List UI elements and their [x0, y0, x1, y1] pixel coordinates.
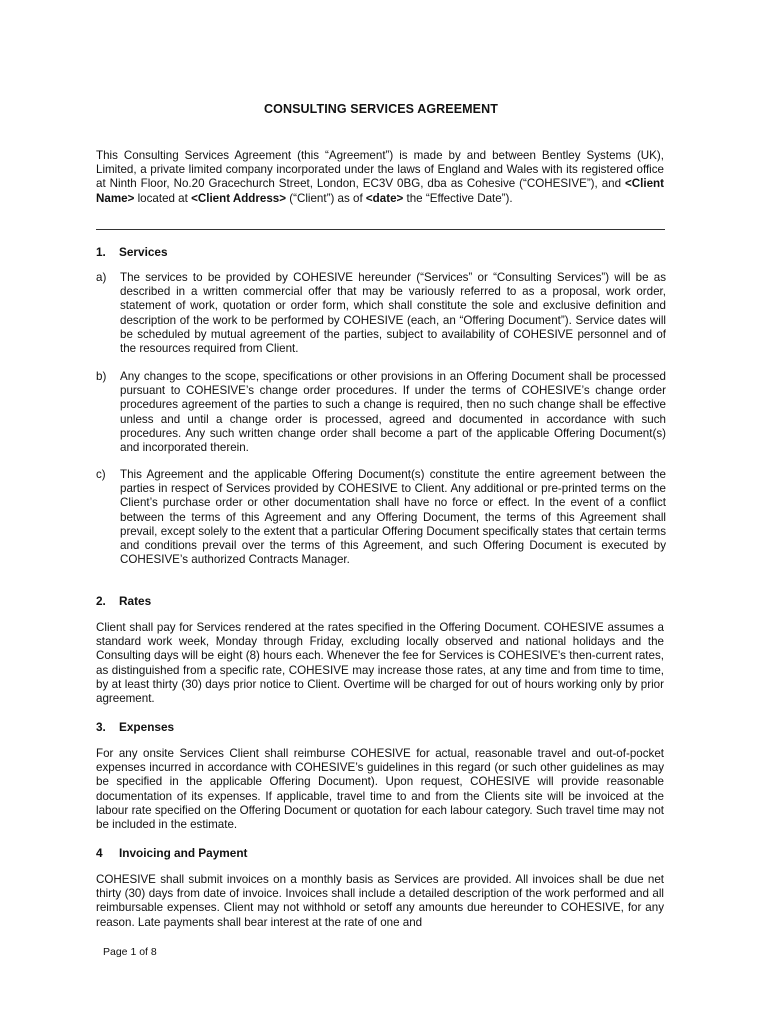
section-number: 3. [96, 720, 106, 734]
clause-item [96, 370, 666, 455]
intro-paragraph [96, 149, 664, 206]
clause-label: c) [96, 468, 106, 481]
section-number: 1. [96, 245, 106, 259]
section-number: 4 [96, 846, 103, 860]
clause-text: The services to be provided by COHESIVE hereunder (“Services” or “Consulting Services”) will be as described in a written commercial offer that may be variously referred to as a proposal, work order, statement of work, quotation or order form, which shall constitute the sole and exclusive definition and description of the work to be performed by COHESIVE (each, an “Offering Document”). Service dates will be scheduled by mutual agreement of the parties, subject to availability of COHESIVE personnel and of the resources required from Client. [120, 271, 666, 356]
section-heading-services [96, 245, 168, 259]
section-title: Invoicing and Payment [119, 846, 248, 860]
clause-item [96, 271, 666, 356]
invoicing-paragraph: COHESIVE shall submit invoices on a monthly basis as Services are provided. All invoices shall be due net thirty (30) days from date of invoice. Invoices shall include a detailed description of the work performed and all reimbursable expenses. Client may not withhold or setoff any amounts due hereunder to COHESIVE, for any reason. Late payments shall bear interest at the rate of one and [96, 873, 664, 929]
clause-label: b) [96, 370, 107, 383]
clause-item [96, 468, 666, 567]
client-address-placeholder: <Client Address> [191, 191, 287, 205]
clause-label: a) [96, 271, 107, 284]
section-heading-expenses [96, 720, 174, 734]
clause-text: Any changes to the scope, specifications or other provisions in an Offering Document shall be processed pursuant to COHESIVE’s change order procedures. If under the terms of COHESIVE’s change order procedures agreement of the parties to such a change is required, then no such change shall be effective unless and until a change order is processed, agreed and documented in accordance with such procedures. Any such written change order shall become a part of the applicable Offering Document(s) and incorporated therein. [120, 370, 666, 455]
clause-text: This Agreement and the applicable Offering Document(s) constitute the entire agreement between the parties in respect of Services provided by COHESIVE to Client. Any additional or pre-printed terms on the Client’s purchase order or other documentation shall have no force or effect. In the event of a conflict between the terms of this Agreement and any Offering Document, the terms of this Agreement shall prevail, except solely to the extent that a particular Offering Document specifically states that certain terms and conditions prevail over the terms of this Agreement, and such Offering Document is executed by COHESIVE’s authorized Contracts Manager. [120, 468, 666, 567]
date-placeholder: <date> [365, 191, 404, 205]
section-title: Rates [119, 594, 152, 608]
rates-paragraph: Client shall pay for Services rendered at the rates specified in the Offering Document. COHESIVE assumes a standard work week, Monday through Friday, excluding locally observed and national holidays and the Consulting days will be eight (8) hours each. Whenever the fee for Services is COHESIVE's then-current rates, as distinguished from a specific rate, COHESIVE may increase those rates, at any time and from time to time, by at least thirty (30) days prior notice to Client. Overtime will be charged for out of hours working only by prior agreement. [96, 621, 664, 706]
expenses-paragraph: For any onsite Services Client shall reimburse COHESIVE for actual, reasonable travel and out-of-pocket expenses incurred in accordance with COHESIVE’s guidelines in this regard (or such other guidelines as may be specified in the applicable Offering Document). Upon request, COHESIVE will provide reasonable documentation of its expenses. If applicable, travel time to and from the Clients site will be invoiced at the labour rate specified on the Offering Document or quotation for each labour category. Such travel time may not be included in the estimate. [96, 747, 664, 832]
client-name-placeholder: <Client Name> [96, 177, 664, 205]
section-number: 2. [96, 594, 106, 608]
section-heading-invoicing [96, 846, 247, 860]
page-number: Page 1 of 8 [103, 946, 157, 958]
section-title: Expenses [119, 720, 175, 734]
document-title: CONSULTING SERVICES AGREEMENT [264, 102, 498, 116]
section-heading-rates [96, 594, 151, 608]
section-title: Services [119, 245, 168, 259]
intro-text-3: (“Client”) as of [286, 191, 366, 205]
intro-text-4: the “Effective Date”). [403, 191, 513, 205]
horizontal-divider [96, 229, 665, 230]
intro-text-1: This Consulting Services Agreement (this “Agreement”) is made by and between Bentley Systems (UK), Limited, a private limited company incorporated under the laws of England and Wales with its registered office at Ninth Floor, No.20 Gracechurch Street, London, EC3V 0BG, dba as Cohesive (“COHESIVE”), and [96, 149, 664, 191]
intro-text-2: located at [134, 191, 192, 205]
